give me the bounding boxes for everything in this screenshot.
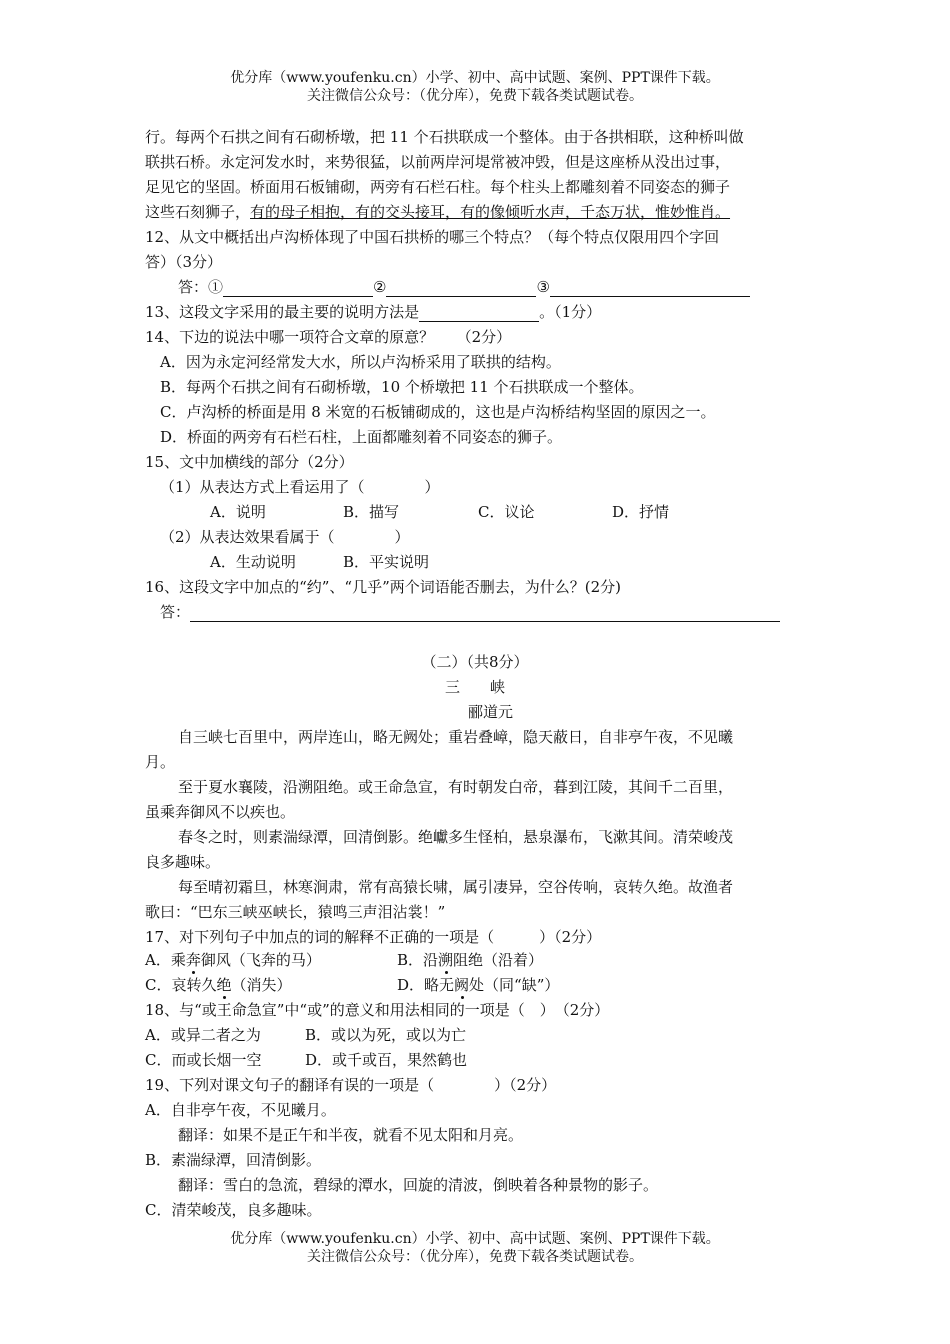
answer-blank-1[interactable] [223, 280, 373, 297]
option-d [397, 975, 559, 995]
question-13-tail: 。（1分） [539, 303, 602, 321]
underlined-passage-text: 有的母子相抱，有的交头接耳，有的像倾听水声，千态万状，惟妙惟肖。 [250, 203, 731, 221]
option-c [145, 975, 292, 995]
page-header-line1: 优分库（www.youfenku.cn）小学、初中、高中试题、案例、PPT课件下载。 [230, 70, 720, 86]
passage-line: 足见它的坚固。桥面用石板铺砌，两旁有石栏石柱。每个柱头上都雕刻着不同姿态的狮子 [145, 178, 731, 196]
option-a [145, 950, 321, 970]
option-d: D．或千或百，果然鹤也 [305, 1051, 468, 1069]
option-a: A．自非亭午夜，不见曦月。 [145, 1101, 336, 1119]
text-title: 三 峡 [444, 678, 505, 696]
text-author: 郦道元 [468, 703, 514, 721]
classical-text-line: 每至晴初霜旦，林寒涧肃，常有高猿长啸，属引凄异，空谷传响，哀转久绝。故渔者 [178, 878, 734, 896]
answer-blank-2[interactable] [386, 280, 536, 297]
classical-text-line: 虽乘奔御风不以疾也。 [145, 803, 296, 821]
question-12-answer [178, 277, 750, 297]
passage-line [145, 202, 730, 222]
passage-text: 这些石刻狮子， [145, 203, 251, 221]
question-12-stem-cont: 答）（3分） [145, 253, 223, 271]
option-c: C．清荣峻茂，良多趣味。 [145, 1201, 322, 1219]
classical-text-line: 自三峡七百里中，两岸连山，略无阙处；重岩叠嶂，隐天蔽日，自非亭午夜，不见曦 [178, 728, 734, 746]
classical-text-line: 月。 [145, 753, 176, 771]
question-13 [145, 302, 601, 322]
classical-text-line: 良多趣味。 [145, 853, 221, 871]
option-a-translation: 翻译：如果不是正午和半夜，就看不见太阳和月亮。 [178, 1126, 524, 1144]
answer-label: 答：① [178, 278, 224, 296]
option-c: C．而或长烟一空 [145, 1051, 262, 1069]
question-17-stem: 17、对下列句子中加点的词的解释不正确的一项是（ ）（2分） [145, 928, 602, 946]
option-text: 阻绝（沿着） [453, 951, 544, 969]
option-b: B．或以为死，或以为亡 [305, 1026, 467, 1044]
option-b: B．平实说明 [343, 553, 430, 571]
dotted-word: 奔 [185, 951, 201, 969]
question-19-stem: 19、下列对课文句子的翻译有误的一项是（ ）（2分） [145, 1076, 557, 1094]
option-text: B．沿 [397, 951, 439, 969]
answer-blank-3[interactable] [550, 280, 750, 297]
answer-marker-3: ③ [536, 278, 550, 296]
question-12-stem: 12、从文中概括出卢沟桥体现了中国石拱桥的哪三个特点？（每个特点仅限用四个字回 [145, 228, 720, 246]
option-a: A．说明 [210, 503, 266, 521]
option-text: 御风（飞奔的马） [200, 951, 321, 969]
question-18-stem: 18、与“或王命急宣”中“或”的意义和用法相同的一项是（ ） （2分） [145, 1001, 610, 1019]
option-text: D．略无 [397, 976, 455, 994]
passage-line: 行。每两个石拱之间有石砌桥墩，把 11 个石拱联成一个整体。由于各拱相联，这种桥叫做 [145, 128, 744, 146]
option-d: D．抒情 [612, 503, 670, 521]
page-footer-line2: 关注微信公众号：（优分库），免费下载各类试题试卷。 [307, 1249, 643, 1265]
classical-text-line: 春冬之时，则素湍绿潭，回清倒影。绝巘多生怪柏，悬泉瀑布，飞漱其间。清荣峻茂 [178, 828, 734, 846]
dotted-word: 溯 [438, 951, 454, 969]
option-text: （消失） [231, 976, 292, 994]
dotted-word: 阙 [454, 976, 470, 994]
question-15-part2: （2）从表达效果看属于（ ） [160, 528, 410, 546]
option-b-translation: 翻译：雪白的急流，碧绿的潭水，回旋的清波，倒映着各种景物的影子。 [178, 1176, 659, 1194]
classical-text-line: 至于夏水襄陵，沿溯阻绝。或王命急宣，有时朝发白帝，暮到江陵，其间千二百里， [178, 778, 734, 796]
option-text: 处（同“缺”） [469, 976, 560, 994]
option-b: B．每两个石拱之间有石砌桥墩，10 个桥墩把 11 个石拱联成一个整体。 [160, 378, 644, 396]
option-a: A．因为永定河经常发大水，所以卢沟桥采用了联拱的结构。 [160, 353, 561, 371]
question-16-stem: 16、这段文字中加点的“约”、“几乎”两个词语能否删去，为什么？(2分) [145, 578, 622, 596]
option-c: C．卢沟桥的桥面是用 8 米宽的石板铺砌成的，这也是卢沟桥结构坚固的原因之一。 [160, 403, 716, 421]
question-16-answer [160, 602, 780, 622]
option-b: B．素湍绿潭，回清倒影。 [145, 1151, 322, 1169]
question-13-blank[interactable] [419, 305, 539, 322]
passage-line: 联拱石桥。永定河发水时，来势很猛，以前两岸河堤常被冲毁，但是这座桥从没出过事， [145, 153, 731, 171]
question-15-stem: 15、文中加横线的部分（2分） [145, 453, 354, 471]
option-text: A．乘 [145, 951, 186, 969]
option-b [397, 950, 543, 970]
classical-text-line: 歌曰：“巴东三峡巫峡长，猿鸣三声泪沾裳！” [145, 903, 446, 921]
answer-blank[interactable] [190, 605, 780, 622]
section-heading: （二）（共8分） [421, 653, 529, 671]
option-a: A．生动说明 [210, 553, 296, 571]
question-13-stem: 13、这段文字采用的最主要的说明方法是 [145, 303, 420, 321]
page-footer-line1: 优分库（www.youfenku.cn）小学、初中、高中试题、案例、PPT课件下载。 [230, 1231, 720, 1247]
option-a: A．或异二者之为 [145, 1026, 261, 1044]
answer-label: 答： [160, 603, 191, 621]
option-c: C．议论 [478, 503, 535, 521]
question-14-stem: 14、下边的说法中哪一项符合文章的原意？ （2分） [145, 328, 512, 346]
question-15-part1: （1）从表达方式上看运用了（ ） [160, 478, 440, 496]
option-text: C．哀转久 [145, 976, 217, 994]
option-b: B．描写 [343, 503, 400, 521]
option-d: D．桥面的两旁有石栏石柱，上面都雕刻着不同姿态的狮子。 [160, 428, 563, 446]
answer-marker-2: ② [373, 278, 387, 296]
dotted-word: 绝 [216, 976, 232, 994]
page-header-line2: 关注微信公众号：（优分库），免费下载各类试题试卷。 [307, 88, 643, 104]
